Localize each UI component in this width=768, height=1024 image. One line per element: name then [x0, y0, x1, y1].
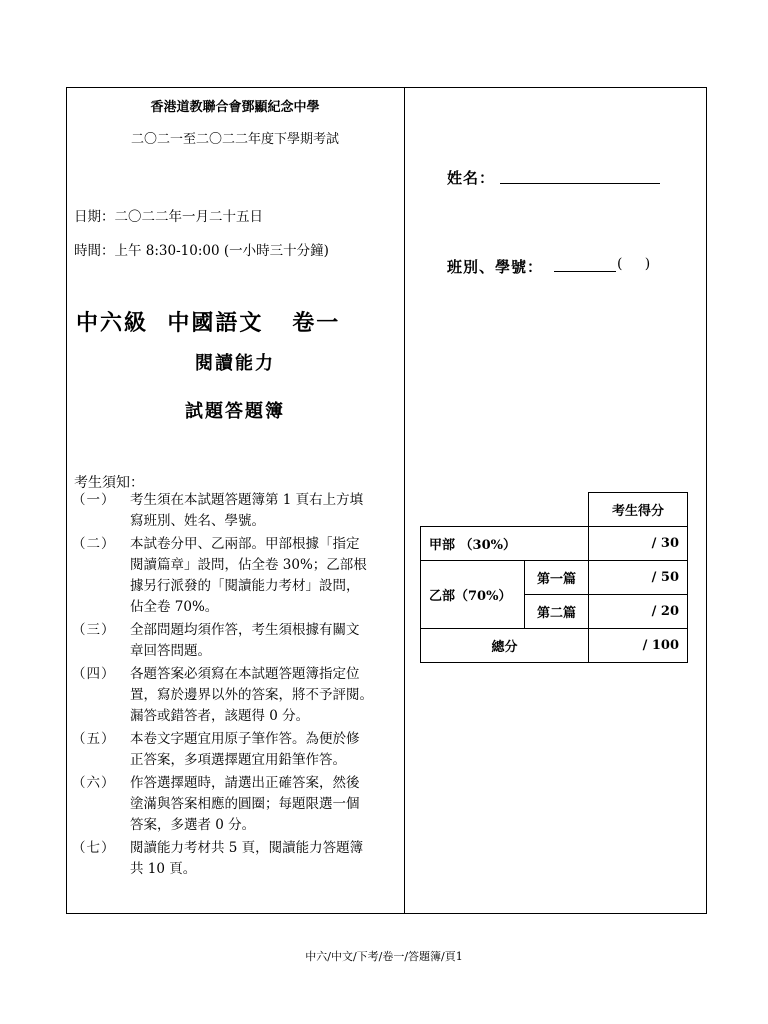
notice-number: （一）	[72, 492, 116, 508]
page-footer: 中六/中文/下考/卷一/答題簿/頁1	[305, 950, 463, 963]
notice-heading: 考生須知：	[74, 475, 144, 491]
exam-time: 時間：上午 8:30-10:00 (一小時三十分鐘)	[74, 243, 329, 259]
notice-number: （三）	[72, 622, 116, 638]
part-b-label: 乙部（70%）	[421, 561, 525, 629]
notice-item	[72, 838, 402, 880]
class-number-label: 班別、學號：	[447, 258, 544, 276]
name-label: 姓名：	[447, 169, 496, 187]
notice-text: 本試卷分甲、乙兩部。甲部根據「指定 閱讀篇章」設問，佔全卷 30%；乙部根 據另行派發的「閱讀能力考材」設問， 佔全卷 70%。	[130, 536, 367, 615]
notice-item	[72, 620, 402, 662]
notice-text: 作答選擇題時，請選出正確答案，然後 塗滿與答案相應的圓圈；每題限選一個 答案，多選者 0 分。	[130, 775, 360, 833]
part-a-score: / 30	[589, 527, 688, 561]
class-number-field[interactable]	[554, 271, 616, 272]
section1-score: / 50	[589, 561, 688, 595]
paper-title: 中六級 中國語文 卷一	[76, 310, 341, 336]
notice-text: 全部問題均須作答，考生須根據有關文 章回答問題。	[130, 622, 360, 659]
score-header: 考生得分	[589, 493, 688, 527]
notice-number: （二）	[72, 536, 116, 552]
notice-item	[72, 664, 402, 727]
notice-list	[72, 490, 402, 882]
notice-number: （四）	[72, 666, 116, 682]
notice-item	[72, 729, 402, 771]
score-table-blank	[421, 493, 589, 527]
notice-item	[72, 773, 402, 836]
score-table	[420, 492, 688, 663]
total-score: / 100	[589, 629, 688, 663]
section1-label: 第一篇	[525, 561, 589, 595]
part-a-label: 甲部 （30%）	[421, 527, 589, 561]
booklet-title: 試題答題簿	[185, 401, 285, 422]
notice-item	[72, 534, 402, 618]
notice-number: （七）	[72, 840, 116, 856]
notice-number: （五）	[72, 731, 116, 747]
section2-score: / 20	[589, 595, 688, 629]
total-label: 總分	[421, 629, 589, 663]
notice-text: 閱讀能力考材共 5 頁，閱讀能力答題簿 共 10 頁。	[130, 840, 364, 877]
student-number-field[interactable]: ( )	[617, 256, 651, 272]
exam-title: 二〇二一至二〇二二年度下學期考試	[130, 132, 339, 147]
section2-label: 第二篇	[525, 595, 589, 629]
school-name: 香港道教聯合會鄧顯紀念中學	[150, 100, 320, 115]
name-field[interactable]	[500, 183, 660, 184]
notice-item	[72, 490, 402, 532]
exam-date: 日期：二〇二二年一月二十五日	[74, 209, 263, 225]
column-divider	[404, 87, 405, 914]
notice-number: （六）	[72, 775, 116, 791]
notice-text: 本卷文字題宜用原子筆作答。為便於修 正答案，多項選擇題宜用鉛筆作答。	[130, 731, 360, 768]
paper-subtitle: 閱讀能力	[195, 353, 275, 374]
notice-text: 考生須在本試題答題簿第 1 頁右上方填 寫班別、姓名、學號。	[130, 492, 364, 529]
notice-text: 各題答案必須寫在本試題答題簿指定位 置，寫於邊界以外的答案，將不予評閱。 漏答或錯答者，該題得 0 分。	[130, 666, 373, 724]
